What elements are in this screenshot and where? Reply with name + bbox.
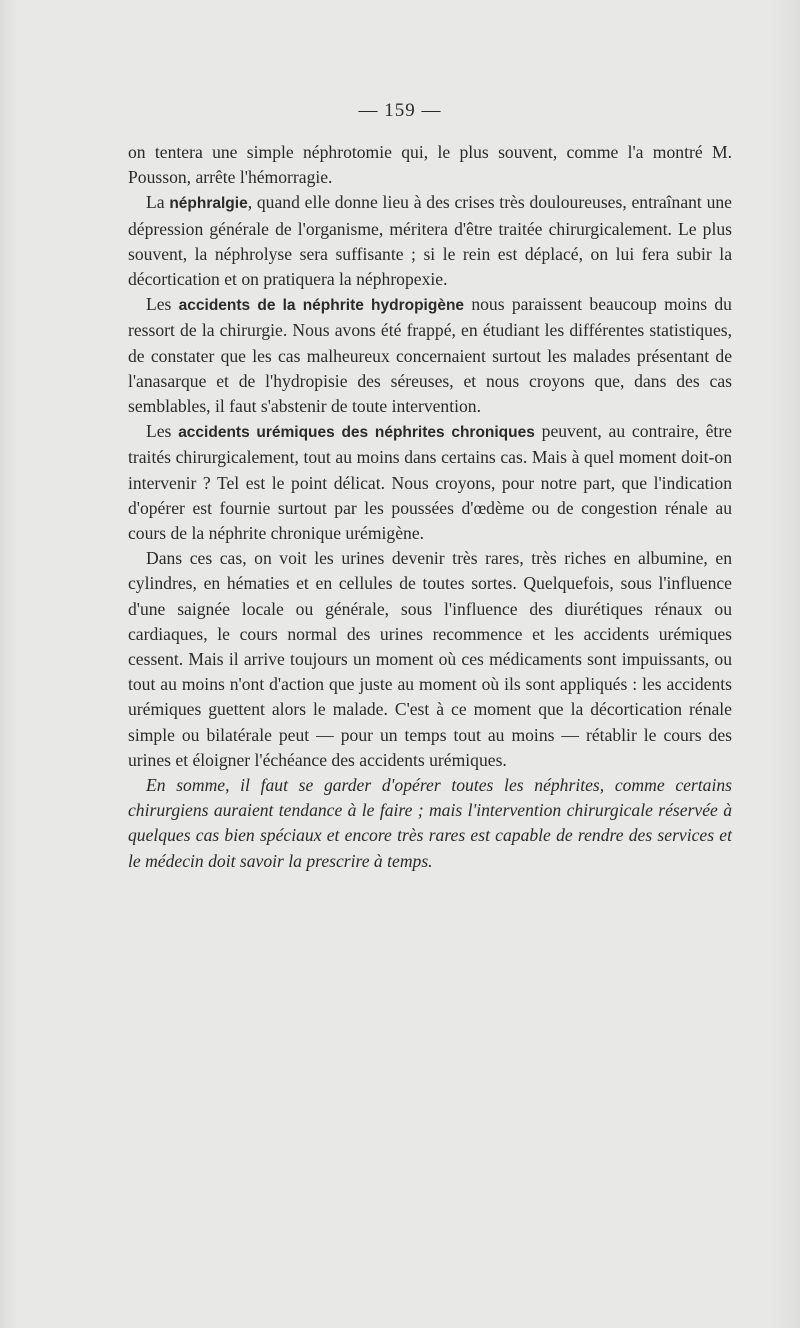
conclusion-paragraph: [128, 773, 732, 874]
paragraph: [128, 546, 732, 773]
paragraph-text: , quand elle donne lieu à des crises très douloureuses, entraînant une dépression générale de l'organisme, méritera d'être traitée chirurgicalement. Le plus souvent, la néphrolyse sera suffisante ; si le rein est déplacé, on lui fera subir la décortication et on pratiquera la néphropexie.: [128, 192, 732, 290]
body-text: [128, 140, 732, 874]
paragraph-text: En somme, il faut se garder d'opérer toutes les néphrites, comme certains chirurgiens auraient tendance à le faire ; mais l'intervention chirurgicale réservée à quelques cas bien spéciaux et encore très rares est capable de rendre des services et le médecin doit savoir la prescrire à temps.: [128, 775, 732, 871]
paragraph-text: peuvent, au contraire, être traités chirurgicalement, tout au moins dans certains cas. Mais à quel moment doit-on intervenir ? Tel est le point délicat. Nous croyons, pour notre part, que l'indication d'opérer est fournie surtout par les poussées d'œdème ou de congestion rénale au cours de la néphrite chronique urémigène.: [128, 421, 732, 544]
bold-term: accidents urémiques des néphrites chroniques: [178, 424, 535, 442]
bold-term: néphralgie: [169, 195, 248, 213]
bold-term: accidents de la néphrite hydropigène: [178, 297, 465, 315]
paragraph-text: Dans ces cas, on voit les urines devenir très rares, très riches en albumine, en cylindres, en hématies et en cellules de toutes sortes. Quelquefois, sous l'influence d'une saignée locale ou générale, sous l'influence des diurétiques rénaux ou cardiaques, le cours normal des urines recommence et les accidents urémiques cessent. Mais il arrive toujours un moment où ces médicaments sont impuissants, ou tout au moins n'ont d'action que juste au moment où ils sont appliqués : les accidents urémiques guettent alors le malade. C'est à ce moment que la décortication rénale simple ou bilatérale peut — pour un temps tout au moins — rétablir le cours des urines et éloigner l'échéance des accidents urémiques.: [128, 548, 732, 770]
page-number: — 159 —: [358, 100, 442, 121]
paragraph-text: on tentera une simple néphrotomie qui, le plus souvent, comme l'a montré M. Pousson, arrête l'hémorragie.: [128, 142, 732, 188]
paragraph: [128, 292, 732, 419]
paragraph: [128, 140, 732, 190]
paragraph: [128, 419, 732, 546]
paragraph-text: Les: [146, 294, 179, 315]
paragraph: [128, 190, 732, 292]
paragraph-text: La: [146, 192, 170, 213]
paragraph-text: nous paraissent beaucoup moins du ressort de la chirurgie. Nous avons été frappé, en étudiant les différentes statistiques, de constater que les cas malheureux concernaient surtout les malades présentant de l'anasarque et de l'hydropisie des séreuses, et nous croyons que, dans des cas semblables, il faut s'abstenir de toute intervention.: [128, 294, 732, 417]
paragraph-text: Les: [146, 421, 179, 442]
